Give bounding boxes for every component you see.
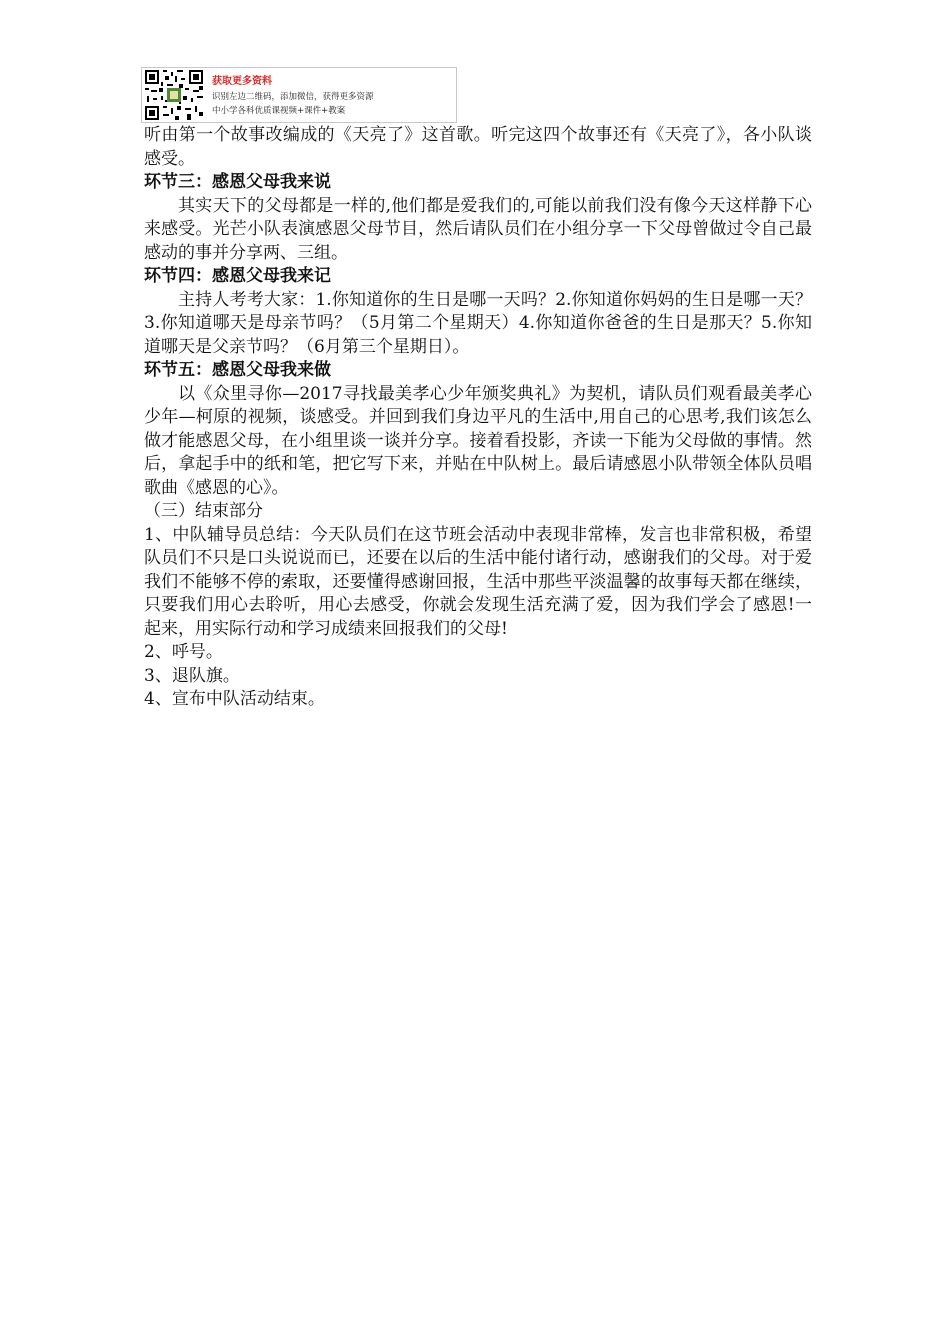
- banner-instruction: 识别左边二维码，添加微信，获得更多资源: [212, 92, 374, 102]
- section-5-paragraph: 以《众里寻你—2017寻找最美孝心少年颁奖典礼》为契机，请队员们观看最美孝心少年—柯原的视频，谈感受。并回到我们身边平凡的生活中,用自己的心思考,我们该怎么做才能感恩父母，在小组里谈一谈并分享。接着看投影，齐读一下能为父母做的事情。然后，拿起手中的纸和笔，把它写下来，并贴在中队树上。最后请感恩小队带领全体队员唱歌曲《感恩的心》。: [144, 383, 812, 498]
- section-heading-4: 环节四：感恩父母我来记: [144, 266, 331, 286]
- banner-subtitle: 中小学各科优质课视频+课件+教案: [212, 106, 346, 116]
- section-3-paragraph: 其实天下的父母都是一样的,他们都是爱我们的,可能以前我们没有像今天这样静下心来感受。光芒小队表演感恩父母节目，然后请队员们在小组分享一下父母曾做过令自己最感动的事并分享两、三组。: [144, 195, 812, 263]
- closing-item-4: 4、宣布中队活动结束。: [144, 689, 325, 709]
- closing-item-3: 3、退队旗。: [144, 665, 240, 686]
- closing-item-1: 1、中队辅导员总结：今天队员们在这节班会活动中表现非常棒，发言也非常积极，希望队员们不只是口头说说而已，还要在以后的生活中能付诸行动，感谢我们的父母。对于爱我们不能够不停的索取，还要懂得感谢回报，生活中那些平淡温馨的故事每天都在继续，只要我们用心去聆听，用心去感受，你就会发现生活充满了爱，因为我们学会了感恩!一起来，用实际行动和学习成绩来回报我们的父母!: [144, 524, 812, 639]
- closing-section-title: （三）结束部分: [144, 501, 263, 521]
- banner-title: 获取更多资料: [212, 76, 272, 87]
- closing-item-2: 2、呼号。: [144, 642, 223, 662]
- document-body: [144, 124, 812, 712]
- section-4-paragraph: 主持人考考大家：1.你知道你的生日是哪一天吗？2.你知道你妈妈的生日是哪一天？3.你知道哪天是母亲节吗？（5月第二个星期天）4.你知道你爸爸的生日是那天？5.你知道哪天是父亲节吗？（6月第三个星期日）。: [144, 289, 812, 357]
- qr-code-icon: [145, 70, 203, 120]
- section-heading-5: 环节五：感恩父母我来做: [144, 360, 331, 380]
- intro-paragraph: 听由第一个故事改编成的《天亮了》这首歌。听完这四个故事还有《天亮了》，各小队谈感受。: [144, 125, 812, 169]
- section-heading-3: 环节三：感恩父母我来说: [144, 172, 331, 192]
- promo-banner[interactable]: [141, 67, 457, 123]
